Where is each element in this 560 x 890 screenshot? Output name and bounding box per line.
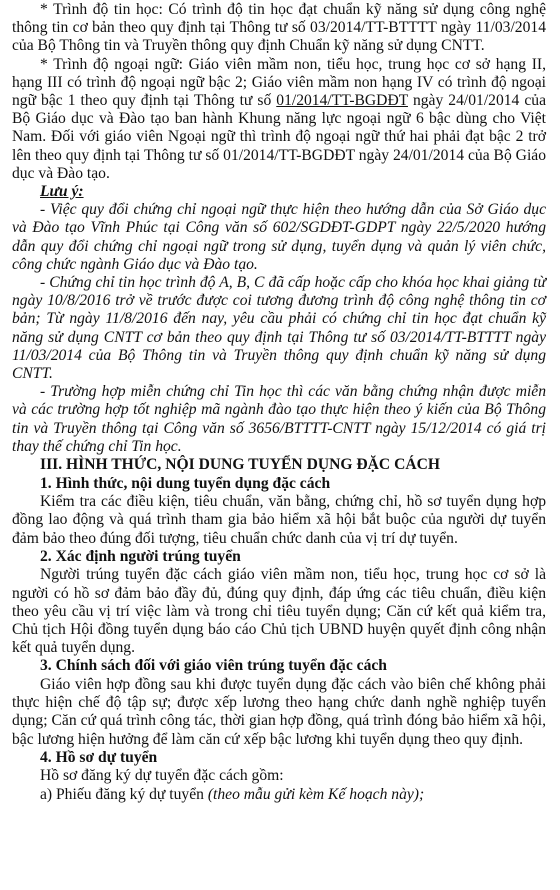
note-language-conversion: - Việc quy đổi chứng chỉ ngoại ngữ thực hiện theo hướng dẫn của Sở Giáo dục và Đào tạo Vĩnh Phúc tại Công văn số 602/SGDĐT-GDPT ngày 22/5/2020 hướng dẫn quy đổi chứng chỉ ngoại ngữ trong sử dụng, tuyển dụng và quản lý viên chức, công chức ngành Giáo dục và Đào tạo. <box>12 201 546 273</box>
subheading-successful-candidate: 2. Xác định người trúng tuyển <box>40 547 241 565</box>
language-requirement-paragraph <box>12 56 546 183</box>
note-it-exemption: - Trường hợp miễn chứng chỉ Tin học thì các văn bằng chứng nhận được miễn và các trường hợp tốt nghiệp mã ngành đào tạo thực hiện theo ý kiến của Bộ Thông tin và Truyền thông tại Công văn số 3656/BTTTT-CNTT ngày 15/12/2014 có giá trị thay thế chứng chỉ Tin học. <box>12 383 546 455</box>
successful-candidate-paragraph: Người trúng tuyển đặc cách giáo viên mầm non, tiểu học, trung học cơ sở là người có hồ sơ đảm bảo đầy đủ, đúng quy định, đáp ứng các tiêu chuẩn, điều kiện theo yêu cầu vị trí việc làm và trong chỉ tiêu tuyển dụng; Căn cứ kết quả kiểm tra, Chủ tịch Hội đồng tuyển dụng báo cáo Chủ tịch UBND huyện quyết định công nhận kết quả tuyển dụng. <box>12 566 546 657</box>
subheading-form-content: 1. Hình thức, nội dung tuyển dụng đặc cách <box>40 474 331 492</box>
language-text-end: ngày 24/01/2014 của Bộ Giáo dục và Đào tạo ban hành Khung năng lực ngoại ngữ 6 bậc dùng cho Việt Nam. Đối với giáo viên Ngoại ngữ thì trình độ ngoại ngữ thứ hai phải đạt bậc 2 trở lên theo quy định tại Thông tư số 01/2014/TT-BGDĐT ngày 24/01/2014 của Bộ Giáo dục và Đào tạo. <box>12 92 546 182</box>
language-text-start: * Trình độ ngoại ngữ: Giáo viên mầm non, tiểu học, trung học cơ sở hạng II, hạng III có trình độ ngoại ngữ bậc 2; Giáo viên mầm non hạng IV có trình độ ngoại ngữ bậc 1 theo quy định tại Thông tư số <box>12 55 546 110</box>
section-heading-iii: III. HÌNH THỨC, NỘI DUNG TUYỂN DỤNG ĐẶC CÁCH <box>40 456 440 474</box>
note-label: Lưu ý: <box>40 183 84 201</box>
application-file-intro: Hồ sơ đăng ký dự tuyển đặc cách gồm: <box>40 767 284 785</box>
subheading-application-file: 4. Hồ sơ dự tuyển <box>40 748 158 766</box>
form-content-paragraph: Kiểm tra các điều kiện, tiêu chuẩn, văn bằng, chứng chỉ, hồ sơ tuyển dụng hợp đồng lao động và quá trình tham gia bảo hiểm xã hội bắt buộc của người dự tuyển đảm bảo theo đúng đối tượng, tiêu chuẩn chức danh của vị trí dự tuyển. <box>12 493 546 547</box>
circular-reference-link: 01/2014/TT-BGDĐT <box>276 92 408 110</box>
it-requirement-paragraph: * Trình độ tin học: Có trình độ tin học đạt chuẩn kỹ năng sử dụng công nghệ thông tin cơ bản theo quy định tại Thông tư số 03/2014/TT-BTTTT ngày 11/03/2014 của Bộ Thông tin và Truyền thông quy định Chuẩn kỹ năng sử dụng CNTT. <box>12 1 546 55</box>
policy-paragraph: Giáo viên hợp đồng sau khi được tuyển dụng đặc cách vào biên chế không phải thực hiện chế độ tập sự; được xếp lương theo hạng chức danh nghề nghiệp tuyển dụng; Căn cứ quá trình công tác, thời gian hợp đồng, quá trình đóng bảo hiểm xã hội, bậc lương hiện hưởng để làm căn cứ xếp bậc lương khi tuyển dụng theo quy định. <box>12 676 546 748</box>
item-a-text: a) Phiếu đăng ký dự tuyển <box>40 785 208 803</box>
subheading-policy: 3. Chính sách đối với giáo viên trúng tuyển đặc cách <box>40 657 387 675</box>
item-a-note: (theo mẫu gửi kèm Kế hoạch này); <box>207 785 425 803</box>
application-item-a <box>12 786 546 804</box>
note-it-certificate: - Chứng chỉ tin học trình độ A, B, C đã cấp hoặc cấp cho khóa học khai giảng từ ngày 10/8/2016 trở về trước được coi tương đương trình độ công nghệ thông tin cơ bản; Từ ngày 11/8/2016 đến nay, yêu cầu phải có chứng chỉ tin học đạt chuẩn kỹ năng sử dụng CNTT cơ bản theo quy định tại Thông tư số 03/2014/TT-BTTTT ngày 11/03/2014 của Bộ Thông tin và Truyền thông quy định chuẩn kỹ năng sử dụng CNTT. <box>12 274 546 383</box>
